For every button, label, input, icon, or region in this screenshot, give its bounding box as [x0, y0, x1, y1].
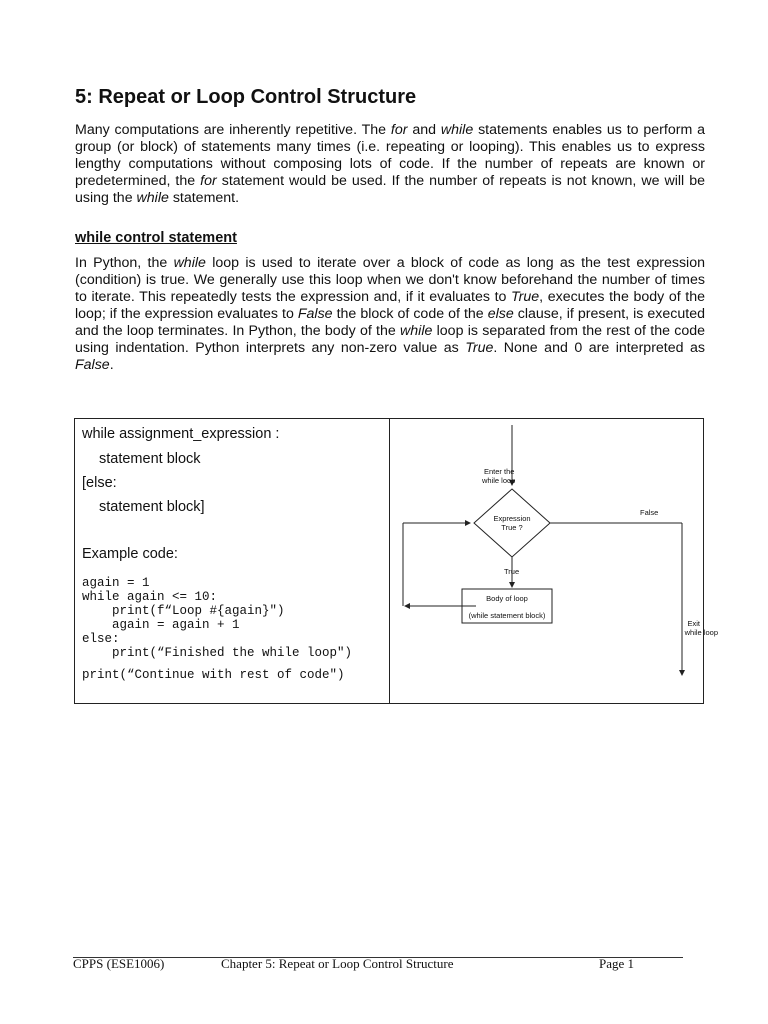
false-label: False — [640, 508, 659, 517]
while-description-paragraph: In Python, the while loop is used to iterate over a block of code as long as the test expression (condition) is true. We generally use this loop when we don't know beforehand the number of times to iterate. This repeatedly tests the expression and, if it evaluates to True, executes the body of the loop; if the expression evaluates to False the block of code of the else clause, if present, is executed and the loop terminates. In Python, the body of the while loop is separated from the rest of the code using indentation. Python interprets any non-zero value as True. None and 0 are interpreted as False. — [75, 255, 705, 373]
body-label: Body of loop — [486, 594, 528, 603]
code-line: while again <= 10: — [82, 590, 218, 604]
syntax-line: statement block — [99, 451, 201, 467]
enter-label: Enter the — [484, 467, 515, 476]
section-heading: while control statement — [75, 230, 237, 246]
code-line: print(“Finished the while loop") — [82, 646, 353, 660]
syntax-line: [else: — [82, 475, 117, 491]
code-block — [82, 576, 352, 682]
code-line: print(f“Loop #{again}") — [82, 604, 285, 618]
syntax-line: while assignment_expression : — [82, 426, 280, 442]
exit-label: while loop — [684, 628, 718, 637]
while-loop-flowchart — [390, 419, 718, 703]
enter-label: while loop — [482, 476, 516, 485]
footer-page-number: Page 1 — [599, 956, 635, 971]
body-label: (while statement block) — [468, 611, 546, 620]
code-line: again = 1 — [82, 576, 150, 590]
code-line: else: — [82, 632, 120, 646]
footer-chapter: Chapter 5: Repeat or Loop Control Structure — [221, 956, 454, 971]
decision-label: True ? — [501, 523, 523, 532]
footer-course: CPPS (ESE1006) — [73, 956, 165, 971]
example-label: Example code: — [82, 546, 178, 562]
code-line: print(“Continue with rest of code") — [82, 668, 345, 682]
intro-paragraph: Many computations are inherently repetitive. The for and while statements enables us to perform a group (or block) of statements many times (i.e. repeating or looping). This enables us to express lengthy computations without composing lots of code. If the number of repeats are known or predetermined, the for statement would be used. If the number of repeats is not known, we will be using the while statement. — [75, 122, 706, 206]
exit-label: Exit — [687, 619, 700, 628]
syntax-line: statement block] — [99, 499, 205, 515]
syntax-and-flowchart-table — [74, 418, 718, 704]
decision-label: Expression — [493, 514, 531, 523]
true-label: True — [504, 567, 520, 576]
code-line: again = again + 1 — [82, 618, 240, 632]
page-title: 5: Repeat or Loop Control Structure — [75, 86, 417, 108]
